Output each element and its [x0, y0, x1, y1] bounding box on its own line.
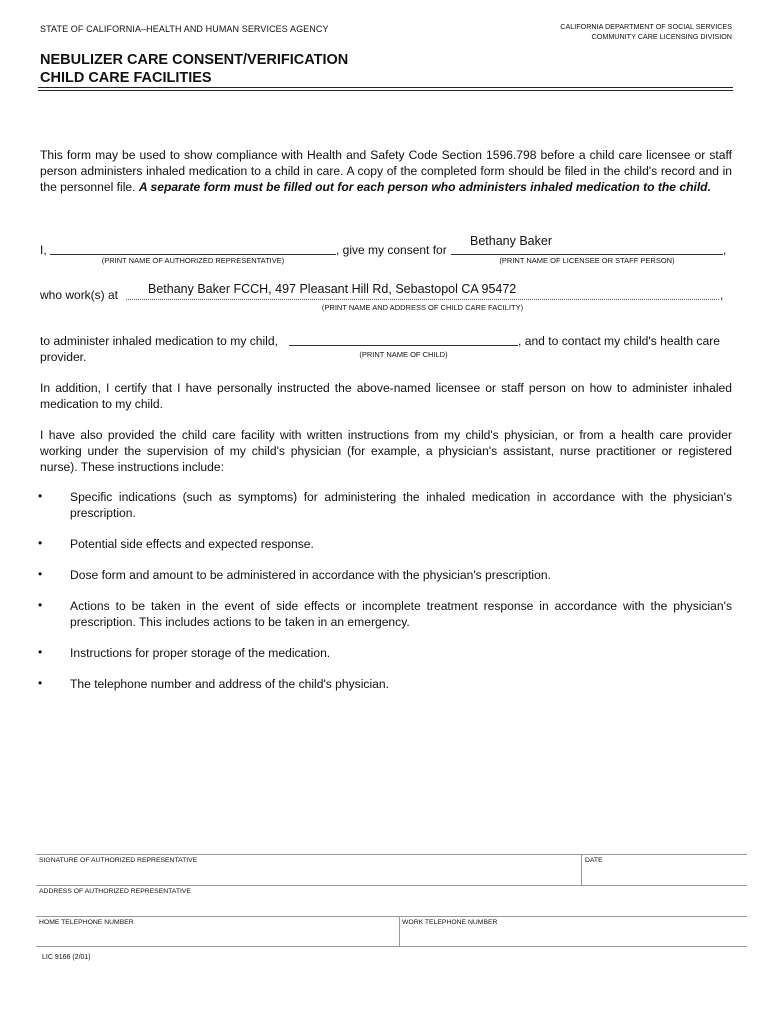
address-field[interactable]: [36, 886, 746, 915]
bullet-text-6: The telephone number and address of the child's physician.: [70, 677, 389, 691]
bullet-text-4: Actions to be taken in the event of side effects or incomplete treatment response in accordance with the physician's prescription. This includes actions to be taken in an emergency.: [70, 599, 732, 629]
instructions-paragraph: I have also provided the child care facility with written instructions from my child's physician, or from a health care provider working under the supervision of my child's physician (for example, a physician's assistant, nurse practitioner or registered nurse). These instructions include:: [40, 428, 732, 474]
child-name-field[interactable]: [289, 333, 518, 346]
form-number: LIC 9166 (2/01): [42, 954, 91, 961]
work-phone-label: WORK TELEPHONE NUMBER: [402, 919, 498, 926]
child-caption: (PRINT NAME OF CHILD): [359, 350, 448, 359]
address-label: ADDRESS OF AUTHORIZED REPRESENTATIVE: [39, 888, 191, 895]
bullet-6: •: [38, 676, 43, 690]
bullet-2: •: [38, 536, 43, 550]
give-consent-text: , give my consent for: [336, 243, 447, 257]
authorized-rep-name-field[interactable]: [50, 241, 336, 255]
comma: ,: [723, 243, 727, 257]
division-name: COMMUNITY CARE LICENSING DIVISION: [591, 32, 732, 41]
bullet-text-3: Dose form and amount to be administered in accordance with the physician's prescription.: [70, 568, 551, 582]
bullet-text-1: Specific indications (such as symptoms) for administering the inhaled medication in accordance with the physician's prescription.: [70, 490, 732, 520]
bullet-3: •: [38, 567, 43, 581]
certify-paragraph: In addition, I certify that I have personally instructed the above-named licensee or staff person on how to administer inhaled medication to my child.: [40, 381, 732, 411]
date-label: DATE: [585, 857, 603, 864]
bullet-5: •: [38, 645, 43, 659]
intro-paragraph: [40, 147, 732, 195]
facility-value: Bethany Baker FCCH, 497 Pleasant Hill Rd, Sebastopol CA 95472: [148, 282, 517, 296]
bullet-4: •: [38, 598, 43, 612]
who-works-at-label: who work(s) at: [40, 288, 119, 302]
date-field[interactable]: [582, 855, 746, 884]
intro-emphasis: A separate form must be filled out for each person who administers inhaled medication to the child.: [138, 180, 711, 194]
bullet-1: •: [38, 489, 43, 503]
licensee-caption: (PRINT NAME OF LICENSEE OR STAFF PERSON): [499, 256, 675, 265]
provider-text: provider.: [40, 350, 87, 364]
comma-2: ,: [720, 288, 724, 302]
department-name: CALIFORNIA DEPARTMENT OF SOCIAL SERVICES: [560, 22, 732, 31]
title-rule: [38, 87, 733, 88]
i-label: I,: [40, 243, 47, 257]
title-rule-2: [38, 90, 733, 91]
form-title: NEBULIZER CARE CONSENT/VERIFICATION: [40, 52, 349, 68]
work-phone-field[interactable]: [400, 917, 746, 945]
home-phone-label: HOME TELEPHONE NUMBER: [39, 919, 134, 926]
administer-text: to administer inhaled medication to my child,: [40, 334, 278, 348]
intro-text: This form may be used to show compliance with Health and Safety Code Section 1596.798 before a child care licensee or staff person administers inhaled medication to a child in care. A copy of the completed form should be filed in the child's record and in the personnel file.: [40, 148, 732, 194]
bullet-text-5: Instructions for proper storage of the medication.: [70, 646, 331, 660]
facility-caption: (PRINT NAME AND ADDRESS OF CHILD CARE FACILITY): [321, 303, 524, 312]
signature-field[interactable]: [36, 855, 580, 884]
licensee-name-value: Bethany Baker: [470, 234, 552, 248]
contact-text: , and to contact my child's health care: [518, 334, 720, 348]
authorized-rep-caption: (PRINT NAME OF AUTHORIZED REPRESENTATIVE): [101, 256, 285, 265]
signature-box-bottom-rule: [36, 946, 747, 947]
form-subtitle: CHILD CARE FACILITIES: [40, 70, 212, 86]
signature-label: SIGNATURE OF AUTHORIZED REPRESENTATIVE: [39, 857, 198, 864]
home-phone-field[interactable]: [36, 917, 398, 945]
department-block: [560, 22, 732, 42]
agency-name: STATE OF CALIFORNIA–HEALTH AND HUMAN SERVICES AGENCY: [40, 24, 329, 34]
bullet-text-2: Potential side effects and expected response.: [70, 537, 314, 551]
